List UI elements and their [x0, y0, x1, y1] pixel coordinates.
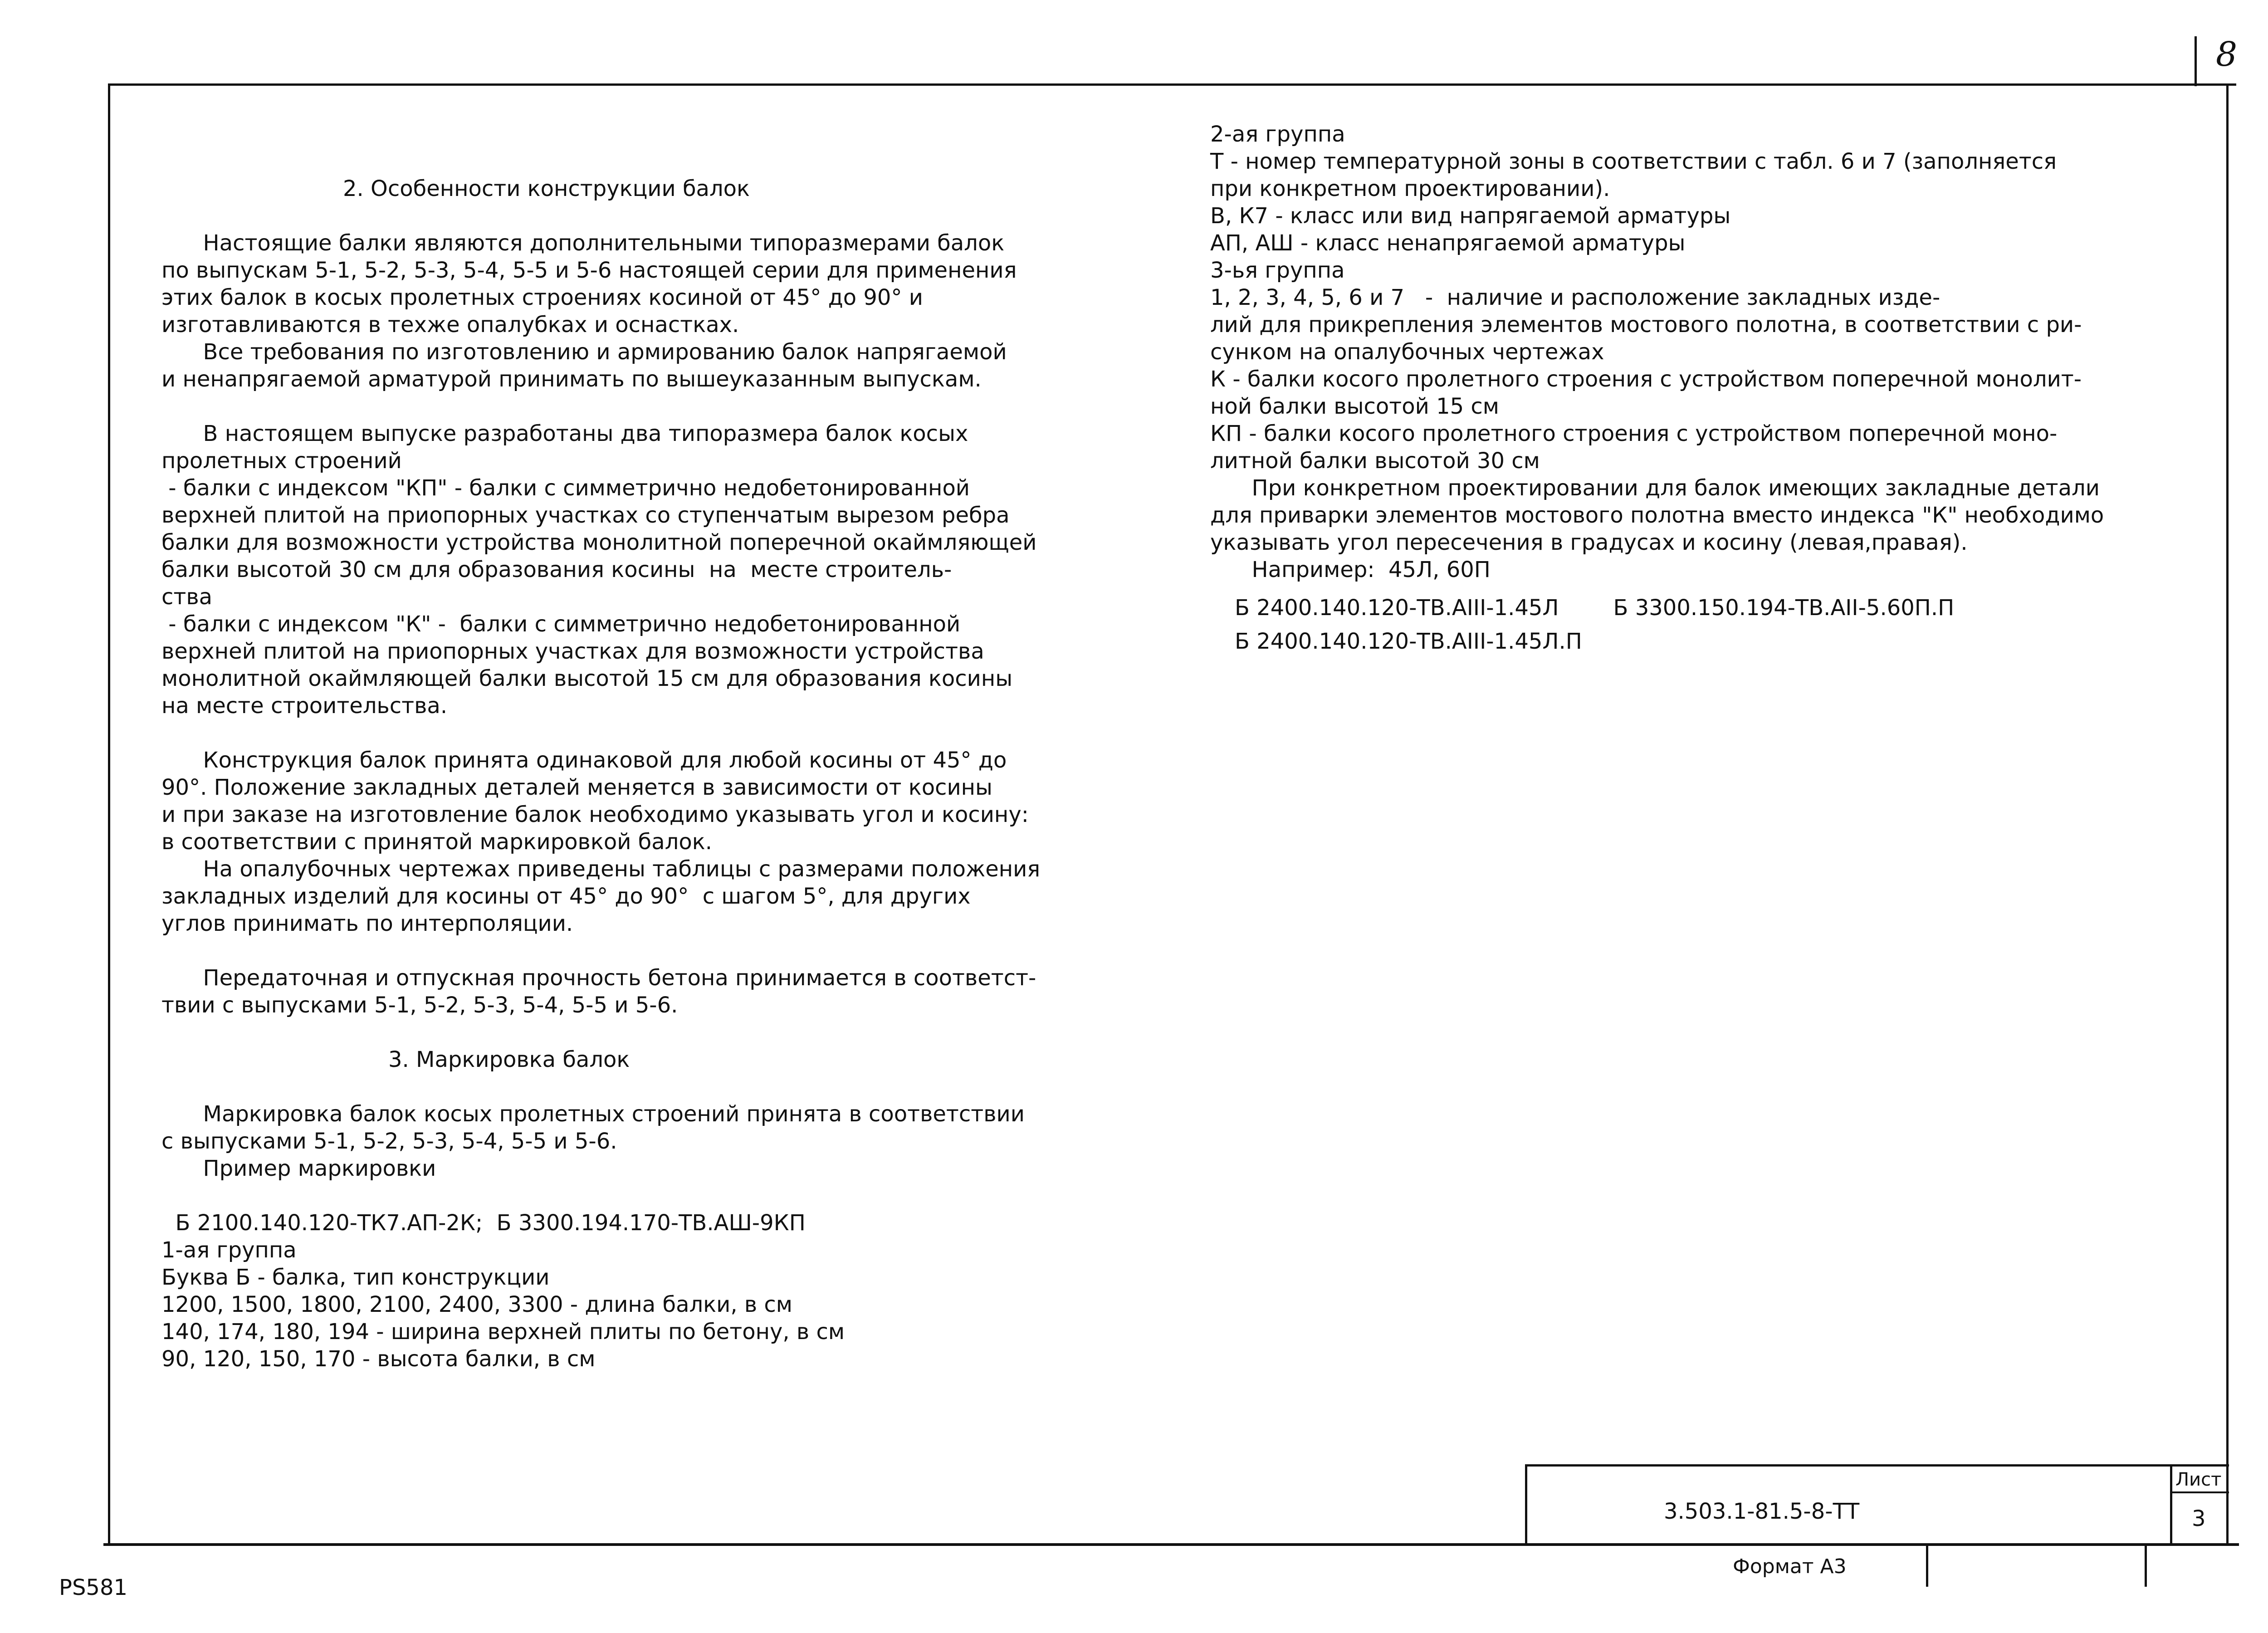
paragraph-line: ства: [161, 584, 213, 610]
paragraph-line: твии с выпусками 5-1, 5-2, 5-3, 5-4, 5-5 и 5-6.: [161, 993, 678, 1018]
paragraph-line: 1-ая группа: [161, 1237, 297, 1263]
format-label: Формат А3: [1733, 1555, 1847, 1578]
paragraph-line: 90, 120, 150, 170 - высота балки, в см: [161, 1346, 596, 1372]
paragraph-line: 2-ая группа: [1210, 122, 1345, 147]
paragraph-line: лий для прикрепления элементов мостового полотна, в соответствии с ри-: [1210, 312, 2082, 337]
paragraph-line: Буква Б - балка, тип конструкции: [161, 1265, 550, 1290]
frame-top-line: [108, 83, 2236, 86]
paragraph-line: верхней плитой на приопорных участках для возможности устройства: [161, 639, 984, 664]
paragraph-line: 1200, 1500, 1800, 2100, 2400, 3300 - длина балки, в см: [161, 1292, 793, 1317]
paragraph-line: - балки с индексом "КП" - балки с симметрично недобетонированной: [161, 475, 970, 501]
paragraph-line: КП - балки косого пролетного строения с устройством поперечной моно-: [1210, 421, 2058, 446]
paragraph-line: изготавливаются в техже опалубках и оснастках.: [161, 312, 739, 337]
paragraph-line: 3-ья группа: [1210, 258, 1345, 283]
paragraph-line: верхней плитой на приопорных участках со ступенчатым вырезом ребра: [161, 503, 1010, 528]
paragraph-line: АП, АШ - класс ненапрягаемой арматуры: [1210, 230, 1686, 256]
title-block-sheet-divider: [2170, 1464, 2172, 1545]
document-designation: 3.503.1-81.5-8-ТТ: [1664, 1499, 1860, 1524]
page-number-divider: [2195, 36, 2197, 86]
frame-bottom-line: [103, 1543, 2239, 1546]
format-divider-2: [2145, 1546, 2147, 1587]
paragraph-line: для приварки элементов мостового полотна вместо индекса "К" необходимо: [1210, 503, 2104, 528]
paragraph-line: Например: 45Л, 60П: [1210, 557, 1491, 582]
paragraph-line: Пример маркировки: [161, 1156, 436, 1181]
paragraph-line: Все требования по изготовлению и армированию балок напрягаемой: [161, 339, 1007, 365]
paragraph-line: и ненапрягаемой арматурой принимать по вышеуказанным выпускам.: [161, 367, 982, 392]
example-marking-1: Б 2400.140.120-ТВ.АIII-1.45Л: [1235, 595, 1559, 621]
left-column: [161, 175, 1040, 1373]
paragraph-line: 140, 174, 180, 194 - ширина верхней плиты по бетону, в см: [161, 1319, 845, 1345]
paragraph-line: Конструкция балок принята одинаковой для любой косины от 45° до: [161, 748, 1007, 773]
paragraph-line: 1, 2, 3, 4, 5, 6 и 7 - наличие и расположение закладных изде-: [1210, 285, 1941, 310]
paragraph-line: сунком на опалубочных чертежах: [1210, 339, 1604, 365]
paragraph-line: ной балки высотой 15 см: [1210, 394, 1500, 419]
paragraph-line: В, К7 - класс или вид напрягаемой арматуры: [1210, 203, 1731, 229]
paragraph-line: балки для возможности устройства монолитной поперечной окаймляющей: [161, 530, 1037, 555]
paragraph-line: К - балки косого пролетного строения с устройством поперечной монолит-: [1210, 367, 2082, 392]
frame-left-line: [108, 83, 110, 1545]
paragraph-line: Передаточная и отпускная прочность бетона принимается в соответст-: [161, 965, 1036, 991]
paragraph-line: закладных изделий для косины от 45° до 90° с шагом 5°, для других: [161, 884, 971, 909]
paragraph-line: Маркировка балок косых пролетных строений принята в соответствии: [161, 1101, 1025, 1127]
paragraph-line: указывать угол пересечения в градусах и косину (левая,правая).: [1210, 530, 1968, 555]
paragraph-line: этих балок в косых пролетных строениях косиной от 45° до 90° и: [161, 285, 923, 310]
title-block-left-line: [1525, 1464, 1527, 1545]
paragraph-line: при конкретном проектировании).: [1210, 176, 1610, 201]
paragraph-line: - балки с индексом "К" - балки с симметрично недобетонированной: [161, 611, 961, 637]
paragraph-line: и при заказе на изготовление балок необходимо указывать угол и косину:: [161, 802, 1029, 827]
paragraph-line: углов принимать по интерполяции.: [161, 911, 573, 936]
paragraph-line: На опалубочных чертежах приведены таблицы с размерами положения: [161, 856, 1041, 882]
sheet-label: Лист: [2175, 1469, 2222, 1490]
archive-code: PS581: [59, 1575, 128, 1600]
marking-example: Б 2100.140.120-ТК7.АП-2К; Б 3300.194.170-ТВ.АШ-9КП: [161, 1210, 806, 1236]
sheet-number: 3: [2192, 1506, 2206, 1531]
section-2-title: 2. Особенности конструкции балок: [343, 176, 750, 201]
paragraph-line: При конкретном проектировании для балок имеющих закладные детали: [1210, 475, 2100, 501]
paragraph-line: в соответствии с принятой маркировкой балок.: [161, 829, 712, 855]
paragraph-line: пролетных строений: [161, 448, 402, 474]
paragraph-line: по выпускам 5-1, 5-2, 5-3, 5-4, 5-5 и 5-6 настоящей серии для применения: [161, 258, 1017, 283]
paragraph-line: литной балки высотой 30 см: [1210, 448, 1540, 474]
paragraph-line: Настоящие балки являются дополнительными типоразмерами балок: [161, 230, 1005, 256]
paragraph-line: на месте строительства.: [161, 693, 448, 719]
title-block-top-line: [1525, 1464, 2229, 1467]
paragraph-line: Т - номер температурной зоны в соответствии с табл. 6 и 7 (заполняется: [1210, 149, 2057, 174]
paragraph-line: монолитной окаймляющей балки высотой 15 см для образования косины: [161, 666, 1013, 691]
frame-right-line: [2226, 83, 2229, 1545]
page-number: 8: [2216, 35, 2238, 74]
format-divider-1: [1926, 1546, 1928, 1587]
paragraph-line: с выпусками 5-1, 5-2, 5-3, 5-4, 5-5 и 5-6.: [161, 1129, 617, 1154]
paragraph-line: балки высотой 30 см для образования косины на месте строитель-: [161, 557, 952, 582]
example-marking-2: Б 3300.150.194-ТВ.АII-5.60П.П: [1613, 595, 1955, 621]
example-marking-1-row: [1210, 594, 2104, 621]
example-marking-3: Б 2400.140.120-ТВ.АIII-1.45Л.П: [1235, 629, 1582, 654]
section-3-title: 3. Маркировка балок: [388, 1047, 630, 1072]
right-column: [1210, 121, 2104, 655]
paragraph-line: В настоящем выпуске разработаны два типоразмера балок косых: [161, 421, 968, 446]
paragraph-line: 90°. Положение закладных деталей меняется в зависимости от косины: [161, 775, 992, 800]
